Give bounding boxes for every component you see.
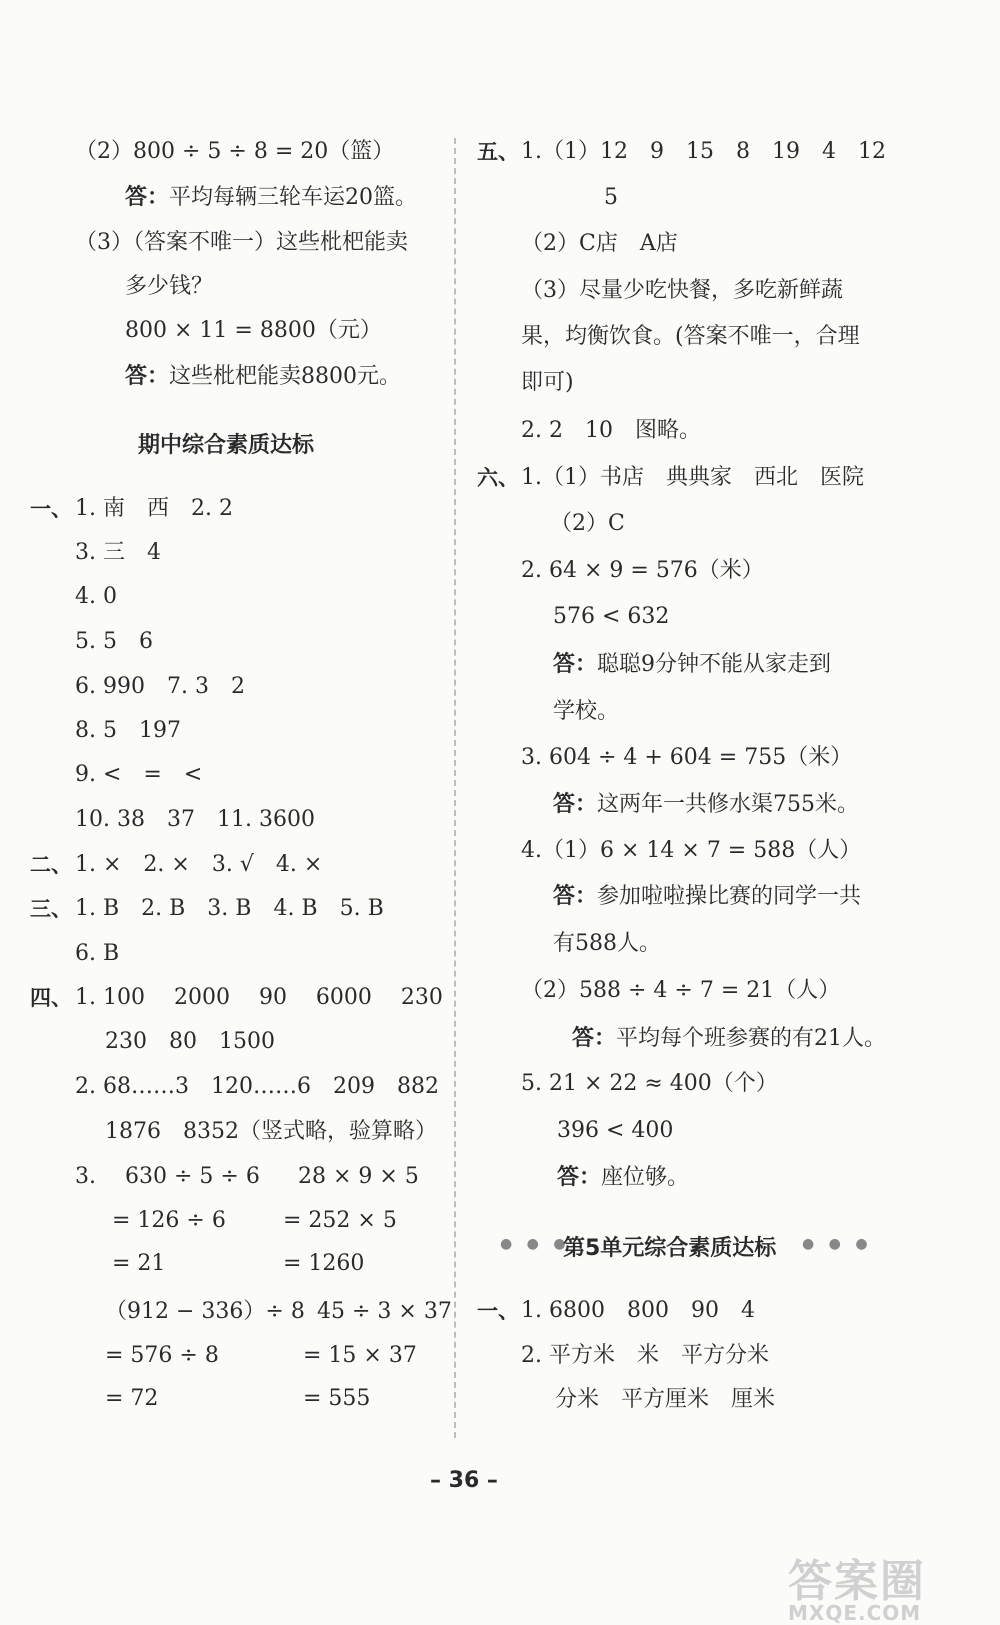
answer-line: 5. 5 6 bbox=[75, 629, 153, 654]
answer-line: 5. 21 × 22 ≈ 400（个） bbox=[521, 1071, 778, 1096]
answer-line: 2. 平方米 米 平方分米 bbox=[521, 1343, 769, 1368]
answer-line bbox=[572, 1024, 886, 1054]
column-divider bbox=[454, 138, 456, 1438]
answer-lead: 答： bbox=[553, 652, 598, 677]
answer-line: 1.（1）12 9 15 8 19 4 12 bbox=[521, 139, 886, 164]
calc-step: （912 − 336）÷ 8 bbox=[105, 1299, 305, 1324]
section-marker: 三、 bbox=[30, 897, 72, 921]
answer-line: 4.（1）6 × 14 × 7 = 588（人） bbox=[521, 838, 862, 863]
answer-line bbox=[125, 362, 401, 392]
answer-line: 1. 100 2000 90 6000 230 bbox=[75, 985, 443, 1010]
section-marker: 四、 bbox=[30, 986, 72, 1010]
answer-lead: 答： bbox=[557, 1165, 602, 1190]
title-dots-left: ● ● ● bbox=[500, 1236, 571, 1252]
watermark-logo bbox=[788, 1545, 983, 1625]
answer-text: 参加啦啦操比赛的同学一共 bbox=[597, 884, 862, 909]
answer-text: 这些枇杷能卖8800元。 bbox=[169, 364, 402, 389]
calc-step: = 1260 bbox=[283, 1251, 365, 1276]
answer-line: 2. 68……3 120……6 209 882 bbox=[75, 1074, 439, 1099]
answer-line: 576 < 632 bbox=[553, 604, 670, 629]
section-marker: 二、 bbox=[30, 853, 72, 877]
answer-line: （2）C bbox=[550, 511, 625, 536]
answer-line: 3. 604 ÷ 4 + 604 = 755（米） bbox=[521, 745, 853, 770]
answer-line bbox=[553, 650, 831, 680]
watermark-text: 答案圈 bbox=[788, 1556, 926, 1607]
answer-line: 9. < = < bbox=[75, 762, 203, 787]
answer-line: 果，均衡饮食。(答案不唯一，合理 bbox=[521, 324, 860, 349]
answer-line: 4. 0 bbox=[75, 584, 117, 609]
answer-line: 多少钱？ bbox=[125, 274, 214, 299]
title-dots-right: ● ● ● bbox=[802, 1236, 873, 1252]
answer-line: 即可) bbox=[521, 370, 574, 395]
answer-line: （2）588 ÷ 4 ÷ 7 = 21（人） bbox=[521, 978, 841, 1003]
answer-line bbox=[553, 790, 859, 820]
calc-step: = 126 ÷ 6 bbox=[112, 1208, 226, 1233]
answer-line: 1.（1）书店 典典家 西北 医院 bbox=[521, 465, 864, 490]
page-number: – 36 – bbox=[430, 1468, 498, 1493]
answer-line: 6. B bbox=[75, 941, 120, 966]
answer-line: 分米 平方厘米 厘米 bbox=[555, 1387, 776, 1412]
answer-text: 这两年一共修水渠755米。 bbox=[597, 792, 860, 817]
answer-lead: 答： bbox=[572, 1026, 617, 1051]
answer-line: （2）C店 A店 bbox=[521, 231, 678, 256]
answer-line: 1. × 2. × 3. √ 4. × bbox=[75, 852, 323, 877]
answer-lead: 答： bbox=[553, 792, 598, 817]
answer-line: 学校。 bbox=[553, 699, 620, 724]
calc-step: 28 × 9 × 5 bbox=[298, 1164, 419, 1189]
answer-line: 1. 南 西 2. 2 bbox=[75, 496, 233, 521]
watermark-url: MXQE.COM bbox=[788, 1601, 922, 1625]
answer-text: 平均每个班参赛的有21人。 bbox=[616, 1026, 887, 1051]
calc-label: 3. bbox=[75, 1164, 96, 1189]
answer-line: 230 80 1500 bbox=[105, 1029, 275, 1054]
answer-line bbox=[557, 1163, 689, 1193]
answer-line: （3）尽量少吃快餐，多吃新鲜蔬 bbox=[521, 278, 843, 303]
answer-text: 平均每辆三轮车运20篮。 bbox=[169, 185, 418, 210]
answer-line: 2. 2 10 图略。 bbox=[521, 418, 701, 443]
answer-line: 1. B 2. B 3. B 4. B 5. B bbox=[75, 896, 384, 921]
answer-lead: 答： bbox=[553, 884, 598, 909]
answer-lead: 答： bbox=[125, 364, 170, 389]
answer-line bbox=[553, 882, 861, 912]
answer-line: 1. 6800 800 90 4 bbox=[521, 1298, 755, 1323]
answer-line: 8. 5 197 bbox=[75, 718, 181, 743]
section-title-midterm: 期中综合素质达标 bbox=[138, 433, 315, 458]
answer-line: 3. 三 4 bbox=[75, 540, 161, 565]
section-marker: 五、 bbox=[477, 140, 519, 164]
section-marker: 一、 bbox=[477, 1299, 519, 1323]
calc-step: = 72 bbox=[105, 1386, 159, 1411]
answer-line: 5 bbox=[604, 185, 618, 210]
answer-line: 2. 64 × 9 = 576（米） bbox=[521, 558, 764, 583]
calc-step: = 252 × 5 bbox=[283, 1208, 397, 1233]
answer-line: 有588人。 bbox=[553, 931, 661, 956]
calc-step: = 15 × 37 bbox=[303, 1343, 417, 1368]
section-marker: 六、 bbox=[477, 466, 519, 490]
answer-line: （2）800 ÷ 5 ÷ 8 = 20（篮） bbox=[75, 139, 395, 164]
section-title-unit5: 第5单元综合素质达标 bbox=[563, 1236, 777, 1261]
calc-step: = 21 bbox=[112, 1251, 166, 1276]
answer-line: （3）（答案不唯一）这些枇杷能卖 bbox=[75, 230, 408, 255]
section-marker: 一、 bbox=[30, 497, 72, 521]
calc-step: 630 ÷ 5 ÷ 6 bbox=[125, 1164, 260, 1189]
answer-text: 聪聪9分钟不能从家走到 bbox=[597, 652, 832, 677]
answer-line: 800 × 11 = 8800（元） bbox=[125, 318, 382, 343]
answer-line: 1876 8352（竖式略，验算略） bbox=[105, 1119, 437, 1144]
answer-text: 座位够。 bbox=[601, 1165, 690, 1190]
answer-lead: 答： bbox=[125, 185, 170, 210]
answer-line: 396 < 400 bbox=[557, 1118, 674, 1143]
calc-step: 45 ÷ 3 × 37 bbox=[317, 1299, 452, 1324]
answer-line: 10. 38 37 11. 3600 bbox=[75, 807, 315, 832]
answer-line: 6. 990 7. 3 2 bbox=[75, 674, 245, 699]
calc-step: = 576 ÷ 8 bbox=[105, 1343, 219, 1368]
answer-line bbox=[125, 183, 417, 213]
calc-step: = 555 bbox=[303, 1386, 371, 1411]
